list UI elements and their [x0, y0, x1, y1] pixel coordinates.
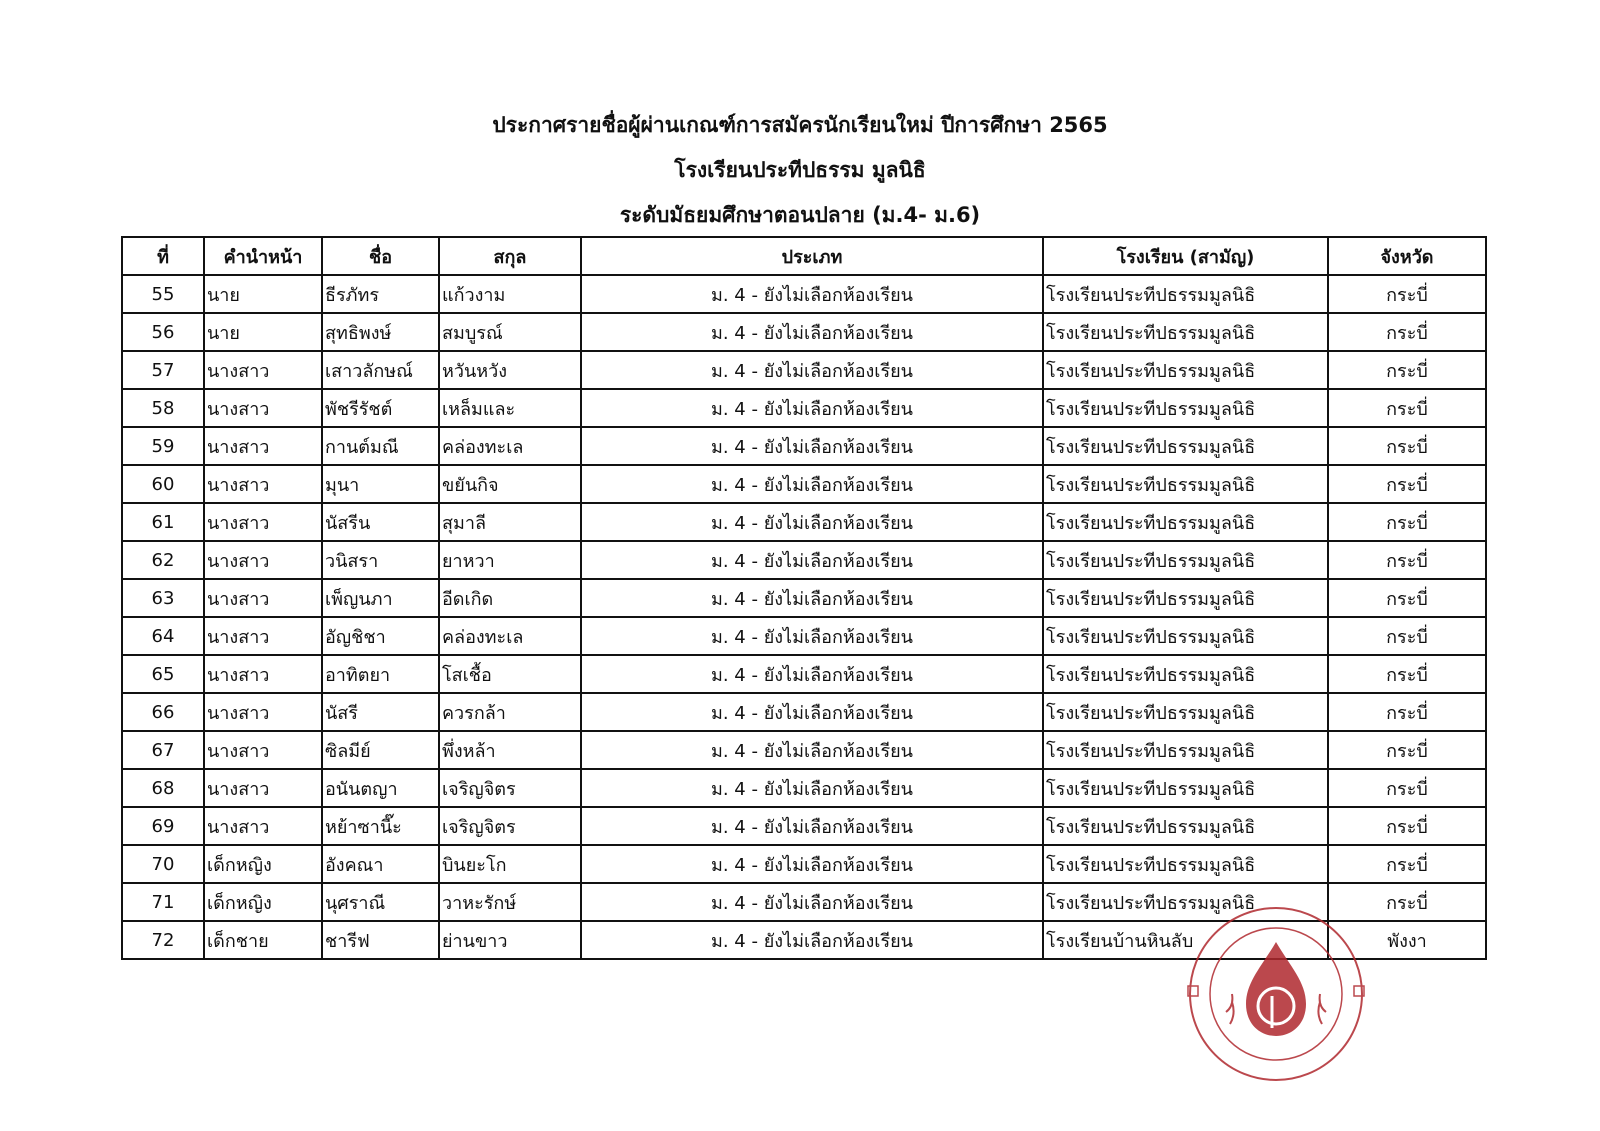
- cell-prefix: นางสาว: [204, 693, 322, 731]
- table-row: [122, 465, 1486, 503]
- cell-first-name: อนันตญา: [322, 769, 439, 807]
- cell-number: 72: [122, 921, 204, 959]
- cell-prefix: นางสาว: [204, 427, 322, 465]
- table-row: [122, 313, 1486, 351]
- cell-school: โรงเรียนประทีปธรรมมูลนิธิ: [1043, 883, 1328, 921]
- cell-first-name: นัสรี: [322, 693, 439, 731]
- cell-number: 60: [122, 465, 204, 503]
- cell-type: ม. 4 - ยังไม่เลือกห้องเรียน: [581, 655, 1043, 693]
- cell-school: โรงเรียนประทีปธรรมมูลนิธิ: [1043, 579, 1328, 617]
- cell-prefix: นางสาว: [204, 579, 322, 617]
- cell-province: กระบี่: [1328, 807, 1486, 845]
- table-row: [122, 351, 1486, 389]
- cell-type: ม. 4 - ยังไม่เลือกห้องเรียน: [581, 313, 1043, 351]
- cell-school: โรงเรียนประทีปธรรมมูลนิธิ: [1043, 313, 1328, 351]
- cell-province: กระบี่: [1328, 275, 1486, 313]
- cell-province: กระบี่: [1328, 617, 1486, 655]
- cell-last-name: วาหะรักษ์: [439, 883, 581, 921]
- cell-type: ม. 4 - ยังไม่เลือกห้องเรียน: [581, 351, 1043, 389]
- cell-type: ม. 4 - ยังไม่เลือกห้องเรียน: [581, 389, 1043, 427]
- col-header-number: ที่: [122, 237, 204, 275]
- cell-number: 64: [122, 617, 204, 655]
- cell-number: 59: [122, 427, 204, 465]
- cell-first-name: ธีรภัทร: [322, 275, 439, 313]
- cell-last-name: แก้วงาม: [439, 275, 581, 313]
- cell-last-name: คล่องทะเล: [439, 427, 581, 465]
- cell-number: 58: [122, 389, 204, 427]
- cell-type: ม. 4 - ยังไม่เลือกห้องเรียน: [581, 427, 1043, 465]
- school-seal-stamp: [1186, 904, 1366, 1084]
- cell-province: กระบี่: [1328, 389, 1486, 427]
- table-row: [122, 807, 1486, 845]
- cell-prefix: เด็กหญิง: [204, 883, 322, 921]
- cell-first-name: วนิสรา: [322, 541, 439, 579]
- student-roster-table: [121, 236, 1487, 960]
- cell-province: กระบี่: [1328, 769, 1486, 807]
- cell-province: พังงา: [1328, 921, 1486, 959]
- cell-prefix: เด็กหญิง: [204, 845, 322, 883]
- cell-type: ม. 4 - ยังไม่เลือกห้องเรียน: [581, 617, 1043, 655]
- cell-province: กระบี่: [1328, 731, 1486, 769]
- cell-number: 62: [122, 541, 204, 579]
- cell-type: ม. 4 - ยังไม่เลือกห้องเรียน: [581, 579, 1043, 617]
- school-name-title: โรงเรียนประทีปธรรม มูลนิธิ: [674, 158, 926, 182]
- cell-last-name: หวันหวัง: [439, 351, 581, 389]
- cell-first-name: อัญชิชา: [322, 617, 439, 655]
- table-row: [122, 655, 1486, 693]
- cell-province: กระบี่: [1328, 655, 1486, 693]
- cell-school: โรงเรียนประทีปธรรมมูลนิธิ: [1043, 541, 1328, 579]
- col-header-school: โรงเรียน (สามัญ): [1043, 237, 1328, 275]
- cell-first-name: ซิลมีย์: [322, 731, 439, 769]
- cell-school: โรงเรียนประทีปธรรมมูลนิธิ: [1043, 427, 1328, 465]
- cell-number: 65: [122, 655, 204, 693]
- cell-school: โรงเรียนประทีปธรรมมูลนิธิ: [1043, 807, 1328, 845]
- cell-last-name: อีดเกิด: [439, 579, 581, 617]
- col-header-province: จังหวัด: [1328, 237, 1486, 275]
- cell-last-name: โสเชื้อ: [439, 655, 581, 693]
- cell-type: ม. 4 - ยังไม่เลือกห้องเรียน: [581, 503, 1043, 541]
- cell-first-name: หย้าซานี๊ะ: [322, 807, 439, 845]
- cell-type: ม. 4 - ยังไม่เลือกห้องเรียน: [581, 845, 1043, 883]
- cell-type: ม. 4 - ยังไม่เลือกห้องเรียน: [581, 731, 1043, 769]
- cell-last-name: คล่องทะเล: [439, 617, 581, 655]
- cell-first-name: อังคณา: [322, 845, 439, 883]
- cell-school: โรงเรียนประทีปธรรมมูลนิธิ: [1043, 731, 1328, 769]
- cell-first-name: นุศราณี: [322, 883, 439, 921]
- table-header-row: [122, 237, 1486, 275]
- cell-type: ม. 4 - ยังไม่เลือกห้องเรียน: [581, 769, 1043, 807]
- cell-province: กระบี่: [1328, 579, 1486, 617]
- cell-number: 67: [122, 731, 204, 769]
- cell-first-name: ชารีฟ: [322, 921, 439, 959]
- cell-type: ม. 4 - ยังไม่เลือกห้องเรียน: [581, 541, 1043, 579]
- cell-province: กระบี่: [1328, 465, 1486, 503]
- cell-number: 68: [122, 769, 204, 807]
- cell-prefix: นางสาว: [204, 655, 322, 693]
- cell-school: โรงเรียนประทีปธรรมมูลนิธิ: [1043, 465, 1328, 503]
- cell-first-name: สุทธิพงษ์: [322, 313, 439, 351]
- cell-province: กระบี่: [1328, 883, 1486, 921]
- cell-first-name: มุนา: [322, 465, 439, 503]
- table-body: [122, 275, 1486, 959]
- cell-number: 71: [122, 883, 204, 921]
- cell-school: โรงเรียนประทีปธรรมมูลนิธิ: [1043, 617, 1328, 655]
- col-header-last-name: สกุล: [439, 237, 581, 275]
- cell-number: 56: [122, 313, 204, 351]
- cell-number: 57: [122, 351, 204, 389]
- cell-prefix: นางสาว: [204, 503, 322, 541]
- table-row: [122, 427, 1486, 465]
- table-row: [122, 693, 1486, 731]
- cell-type: ม. 4 - ยังไม่เลือกห้องเรียน: [581, 275, 1043, 313]
- cell-last-name: พึ่งหล้า: [439, 731, 581, 769]
- table-row: [122, 389, 1486, 427]
- cell-province: กระบี่: [1328, 313, 1486, 351]
- cell-type: ม. 4 - ยังไม่เลือกห้องเรียน: [581, 693, 1043, 731]
- cell-province: กระบี่: [1328, 845, 1486, 883]
- cell-prefix: นาย: [204, 313, 322, 351]
- cell-type: ม. 4 - ยังไม่เลือกห้องเรียน: [581, 465, 1043, 503]
- cell-prefix: นางสาว: [204, 465, 322, 503]
- cell-prefix: นางสาว: [204, 807, 322, 845]
- cell-last-name: ควรกล้า: [439, 693, 581, 731]
- cell-school: โรงเรียนประทีปธรรมมูลนิธิ: [1043, 845, 1328, 883]
- cell-school: โรงเรียนประทีปธรรมมูลนิธิ: [1043, 503, 1328, 541]
- cell-last-name: เจริญจิตร: [439, 769, 581, 807]
- cell-first-name: พัชรีรัชต์: [322, 389, 439, 427]
- cell-prefix: นางสาว: [204, 541, 322, 579]
- cell-school: โรงเรียนประทีปธรรมมูลนิธิ: [1043, 275, 1328, 313]
- table-row: [122, 845, 1486, 883]
- table-row: [122, 617, 1486, 655]
- cell-first-name: เพ็ญนภา: [322, 579, 439, 617]
- cell-last-name: ยาหวา: [439, 541, 581, 579]
- cell-last-name: บินยะโก: [439, 845, 581, 883]
- table-row: [122, 731, 1486, 769]
- cell-province: กระบี่: [1328, 427, 1486, 465]
- table-row: [122, 541, 1486, 579]
- cell-number: 66: [122, 693, 204, 731]
- col-header-prefix: คำนำหน้า: [204, 237, 322, 275]
- cell-prefix: นางสาว: [204, 769, 322, 807]
- cell-first-name: นัสรีน: [322, 503, 439, 541]
- cell-last-name: เจริญจิตร: [439, 807, 581, 845]
- table-row: [122, 275, 1486, 313]
- table-row: [122, 769, 1486, 807]
- table-row: [122, 579, 1486, 617]
- cell-school: โรงเรียนประทีปธรรมมูลนิธิ: [1043, 655, 1328, 693]
- col-header-first-name: ชื่อ: [322, 237, 439, 275]
- cell-first-name: กานต์มณี: [322, 427, 439, 465]
- cell-type: ม. 4 - ยังไม่เลือกห้องเรียน: [581, 883, 1043, 921]
- cell-prefix: เด็กชาย: [204, 921, 322, 959]
- cell-province: กระบี่: [1328, 693, 1486, 731]
- cell-number: 69: [122, 807, 204, 845]
- announcement-title: ประกาศรายชื่อผู้ผ่านเกณฑ์การสมัครนักเรียนใหม่ ปีการศึกษา 2565: [492, 113, 1108, 137]
- cell-prefix: นางสาว: [204, 351, 322, 389]
- cell-school: โรงเรียนประทีปธรรมมูลนิธิ: [1043, 769, 1328, 807]
- level-title: ระดับมัธยมศึกษาตอนปลาย (ม.4- ม.6): [619, 203, 981, 227]
- cell-prefix: นางสาว: [204, 731, 322, 769]
- cell-last-name: เหล็มและ: [439, 389, 581, 427]
- cell-prefix: นางสาว: [204, 617, 322, 655]
- cell-school: โรงเรียนประทีปธรรมมูลนิธิ: [1043, 693, 1328, 731]
- col-header-type: ประเภท: [581, 237, 1043, 275]
- cell-school: โรงเรียนประทีปธรรมมูลนิธิ: [1043, 389, 1328, 427]
- cell-prefix: นางสาว: [204, 389, 322, 427]
- cell-first-name: เสาวลักษณ์: [322, 351, 439, 389]
- cell-number: 70: [122, 845, 204, 883]
- cell-province: กระบี่: [1328, 541, 1486, 579]
- cell-last-name: ย่านขาว: [439, 921, 581, 959]
- cell-last-name: ขยันกิจ: [439, 465, 581, 503]
- cell-prefix: นาย: [204, 275, 322, 313]
- table-row: [122, 503, 1486, 541]
- cell-last-name: สุมาลี: [439, 503, 581, 541]
- cell-province: กระบี่: [1328, 351, 1486, 389]
- cell-type: ม. 4 - ยังไม่เลือกห้องเรียน: [581, 921, 1043, 959]
- cell-school: โรงเรียนบ้านหินลับ: [1043, 921, 1328, 959]
- cell-type: ม. 4 - ยังไม่เลือกห้องเรียน: [581, 807, 1043, 845]
- cell-last-name: สมบูรณ์: [439, 313, 581, 351]
- cell-number: 63: [122, 579, 204, 617]
- cell-province: กระบี่: [1328, 503, 1486, 541]
- cell-number: 55: [122, 275, 204, 313]
- cell-first-name: อาทิตยา: [322, 655, 439, 693]
- cell-number: 61: [122, 503, 204, 541]
- cell-school: โรงเรียนประทีปธรรมมูลนิธิ: [1043, 351, 1328, 389]
